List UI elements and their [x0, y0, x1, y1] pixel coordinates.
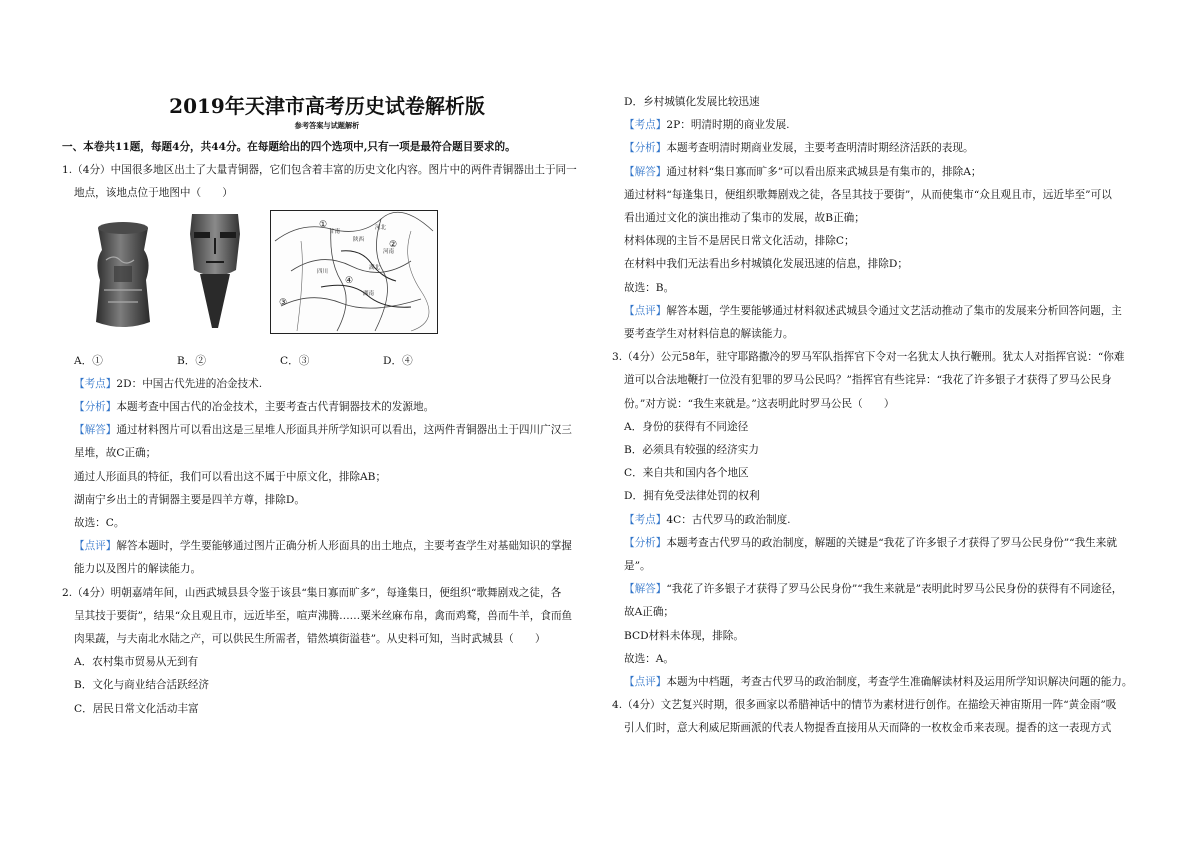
q2-jieda-line: 通过材料“每逢集日，便组织歌舞剧戏之徒，各呈其技于要街”，从而使集市“众且观且市，远近毕至”可以 [624, 188, 1112, 201]
page-subtitle: 参考答案与试题解析 [294, 121, 360, 130]
option-a: A．① [74, 354, 103, 367]
tag-kaodian: 【考点】 [74, 377, 117, 390]
tag-kaodian: 【考点】 [624, 513, 667, 526]
q4-stem: 4.（4分）文艺复兴时期，很多画家以希腊神话中的情节为素材进行创作。在描绘天神宙斯用一阵“黄金雨”吸 [612, 699, 1117, 712]
q2-dianping: 【点评】解答本题，学生要能够通过材料叙述武城县令通过文艺活动推动了集市的发展来分析回答问题，主 [624, 304, 1122, 317]
bronze-mask-image [184, 210, 246, 332]
q1-figures [62, 210, 592, 342]
tag-kaodian: 【考点】 [624, 119, 667, 132]
q1-kaodian: 【考点】2D：中国古代先进的冶金技术. [74, 377, 263, 390]
q1-stem: 1.（4分）中国很多地区出土了大量青铜器，它们包含着丰富的历史文化内容。图片中的两件青铜器出土于同一 [62, 164, 577, 177]
q2-answer: 故选：B。 [624, 281, 675, 294]
q2-kaodian: 【考点】2P：明清时期的商业发展. [624, 119, 790, 132]
tag-fenxi: 【分析】 [624, 142, 667, 155]
q1-dianping-line: 能力以及图片的解读能力。 [74, 563, 202, 576]
option-c: C．③ [280, 354, 310, 367]
q3-kaodian: 【考点】4C：古代罗马的政治制度. [624, 513, 791, 526]
q2-fenxi: 【分析】本题考查明清时期商业发展，主要考查明清时期经济活跃的表现。 [624, 142, 974, 155]
q1-jieda-line: 通过人形面具的特征，我们可以看出这不属于中原文化，排除AB； [74, 470, 387, 483]
tag-dianping: 【点评】 [624, 676, 667, 689]
q3-dianping: 【点评】本题为中档题，考查古代罗马的政治制度，考查学生准确解读材料及运用所学知识解决问题的能力。 [624, 676, 1133, 689]
q3-option-d: D．拥有免受法律处罚的权利 [624, 490, 760, 503]
q2-stem: 2.（4分）明朝嘉靖年间，山西武城县县令鉴于该县“集日寡而旷多”，每逢集日，便组织“歌舞剧戏之徒，各 [62, 586, 562, 599]
tag-jieda: 【解答】 [624, 583, 667, 596]
map-label: 四川 [317, 268, 329, 275]
page-title: 2019年天津市高考历史试卷解析版 [169, 94, 485, 118]
tag-fenxi: 【分析】 [74, 401, 117, 414]
q2-stem-cont: 肉果蔬，与夫南北水陆之产，可以供民生所需者，错然填街溢巷”。从史料可知，当时武城县（ ） [74, 633, 546, 646]
q3-answer: 故选：A。 [624, 652, 675, 665]
tag-fenxi: 【分析】 [624, 536, 667, 549]
q3-fenxi-line: 是”。 [624, 560, 651, 573]
section-heading: 一、本卷共11题，每题4分，共44分。在每题给出的四个选项中,只有一项是最符合题目要求的。 [62, 141, 516, 153]
q1-stem-cont: 地点，该地点位于地图中（ ） [74, 187, 233, 200]
option-b: B．② [177, 354, 206, 367]
q1-jieda: 【解答】通过材料图片可以看出这是三星堆人形面具并所学知识可以看出，这两件青铜器出土于四川广汉三 [74, 424, 572, 437]
q3-stem-cont: 道可以合法地鞭打一位没有犯罪的罗马公民吗？”指挥官有些诧异：“我花了许多银子才获得了罗马公民身 [624, 374, 1112, 387]
map-marker-3: ③ [279, 297, 288, 308]
right-column [612, 91, 1137, 741]
q1-dianping: 【点评】解答本题时，学生要能够通过图片正确分析人形面具的出土地点，主要考查学生对基础知识的掌握 [74, 540, 572, 553]
q2-jieda-line: 在材料中我们无法看出乡村城镇化发展迅速的信息，排除D； [624, 258, 908, 271]
china-map-image [270, 210, 438, 334]
q2-jieda: 【解答】通过材料“集日寡而旷多”可以看出原来武城县是有集市的，排除A； [624, 165, 982, 178]
q2-option-a: A．农村集市贸易从无到有 [74, 656, 199, 669]
tag-dianping: 【点评】 [624, 304, 667, 317]
q3-option-c: C．来自共和国内各个地区 [624, 467, 749, 480]
map-marker-2: ② [389, 239, 398, 250]
q2-jieda-line: 看出通过文化的演出推动了集市的发展，故B正确； [624, 212, 865, 225]
map-label: 河北 [375, 224, 387, 231]
q1-options [62, 350, 592, 373]
q3-stem-cont: 份。”对方说：“我生来就是。”这表明此时罗马公民（ ） [624, 397, 895, 410]
q1-fenxi: 【分析】本题考查中国古代的冶金技术，主要考查古代青铜器技术的发源地。 [74, 401, 435, 414]
q1-jieda-line: 星堆，故C正确； [74, 447, 157, 460]
q3-option-b: B．必须具有较强的经济实力 [624, 444, 759, 457]
q2-option-d: D．乡村城镇化发展比较迅速 [624, 96, 760, 108]
left-column [62, 0, 592, 721]
q1-jieda-line: 湖南宁乡出土的青铜器主要是四羊方尊，排除D。 [74, 493, 305, 506]
q2-stem-cont: 呈其技于要街”，结果“众且观且市，远近毕至，喧声沸腾……粟米丝麻布帛，禽而鸡鹜，兽而牛羊，食而鱼 [74, 609, 573, 622]
map-label: 甘南 [329, 228, 341, 235]
q2-jieda-line: 材料体现的主旨不是居民日常文化活动，排除C； [624, 235, 855, 248]
q3-jieda-line: BCD材料未体现，排除。 [624, 629, 744, 642]
option-d: D．④ [383, 354, 413, 367]
q3-jieda: 【解答】“我花了许多银子才获得了罗马公民身份”“我生来就是”表明此时罗马公民身份的获得有不同途径， [624, 583, 1123, 596]
q2-option-b: B．文化与商业结合活跃经济 [74, 679, 209, 692]
q2-option-c: C．居民日常文化活动丰富 [74, 702, 199, 715]
map-label: 陕西 [353, 236, 365, 243]
q3-jieda-line: 故A正确； [624, 606, 675, 619]
map-label: 湖南 [363, 290, 375, 297]
tag-dianping: 【点评】 [74, 540, 117, 553]
map-marker-1: ① [319, 219, 328, 230]
tag-jieda: 【解答】 [624, 165, 667, 178]
map-label: 河南 [383, 248, 395, 255]
map-marker-4: ④ [345, 275, 354, 286]
map-label: 湖北 [369, 264, 381, 271]
q3-fenxi: 【分析】本题考查古代罗马的政治制度，解题的关键是“我花了许多银子才获得了罗马公民身份”“我生来就 [624, 536, 1117, 549]
q1-answer: 故选：C。 [74, 517, 125, 530]
q2-dianping-line: 要考查学生对材料信息的解读能力。 [624, 328, 794, 341]
tag-jieda: 【解答】 [74, 424, 117, 437]
q3-option-a: A．身份的获得有不同途径 [624, 420, 749, 433]
bronze-vessel-image [86, 210, 160, 332]
q3-stem: 3.（4分）公元58年，驻守耶路撒冷的罗马军队指挥官下令对一名犹太人执行鞭刑。犹太人对指挥官说：“你难 [612, 351, 1125, 364]
q4-stem-cont: 引人们时，意大利威尼斯画派的代表人物提香直接用从天而降的一枚枚金币来表现。提香的这一表现方式 [624, 722, 1112, 735]
